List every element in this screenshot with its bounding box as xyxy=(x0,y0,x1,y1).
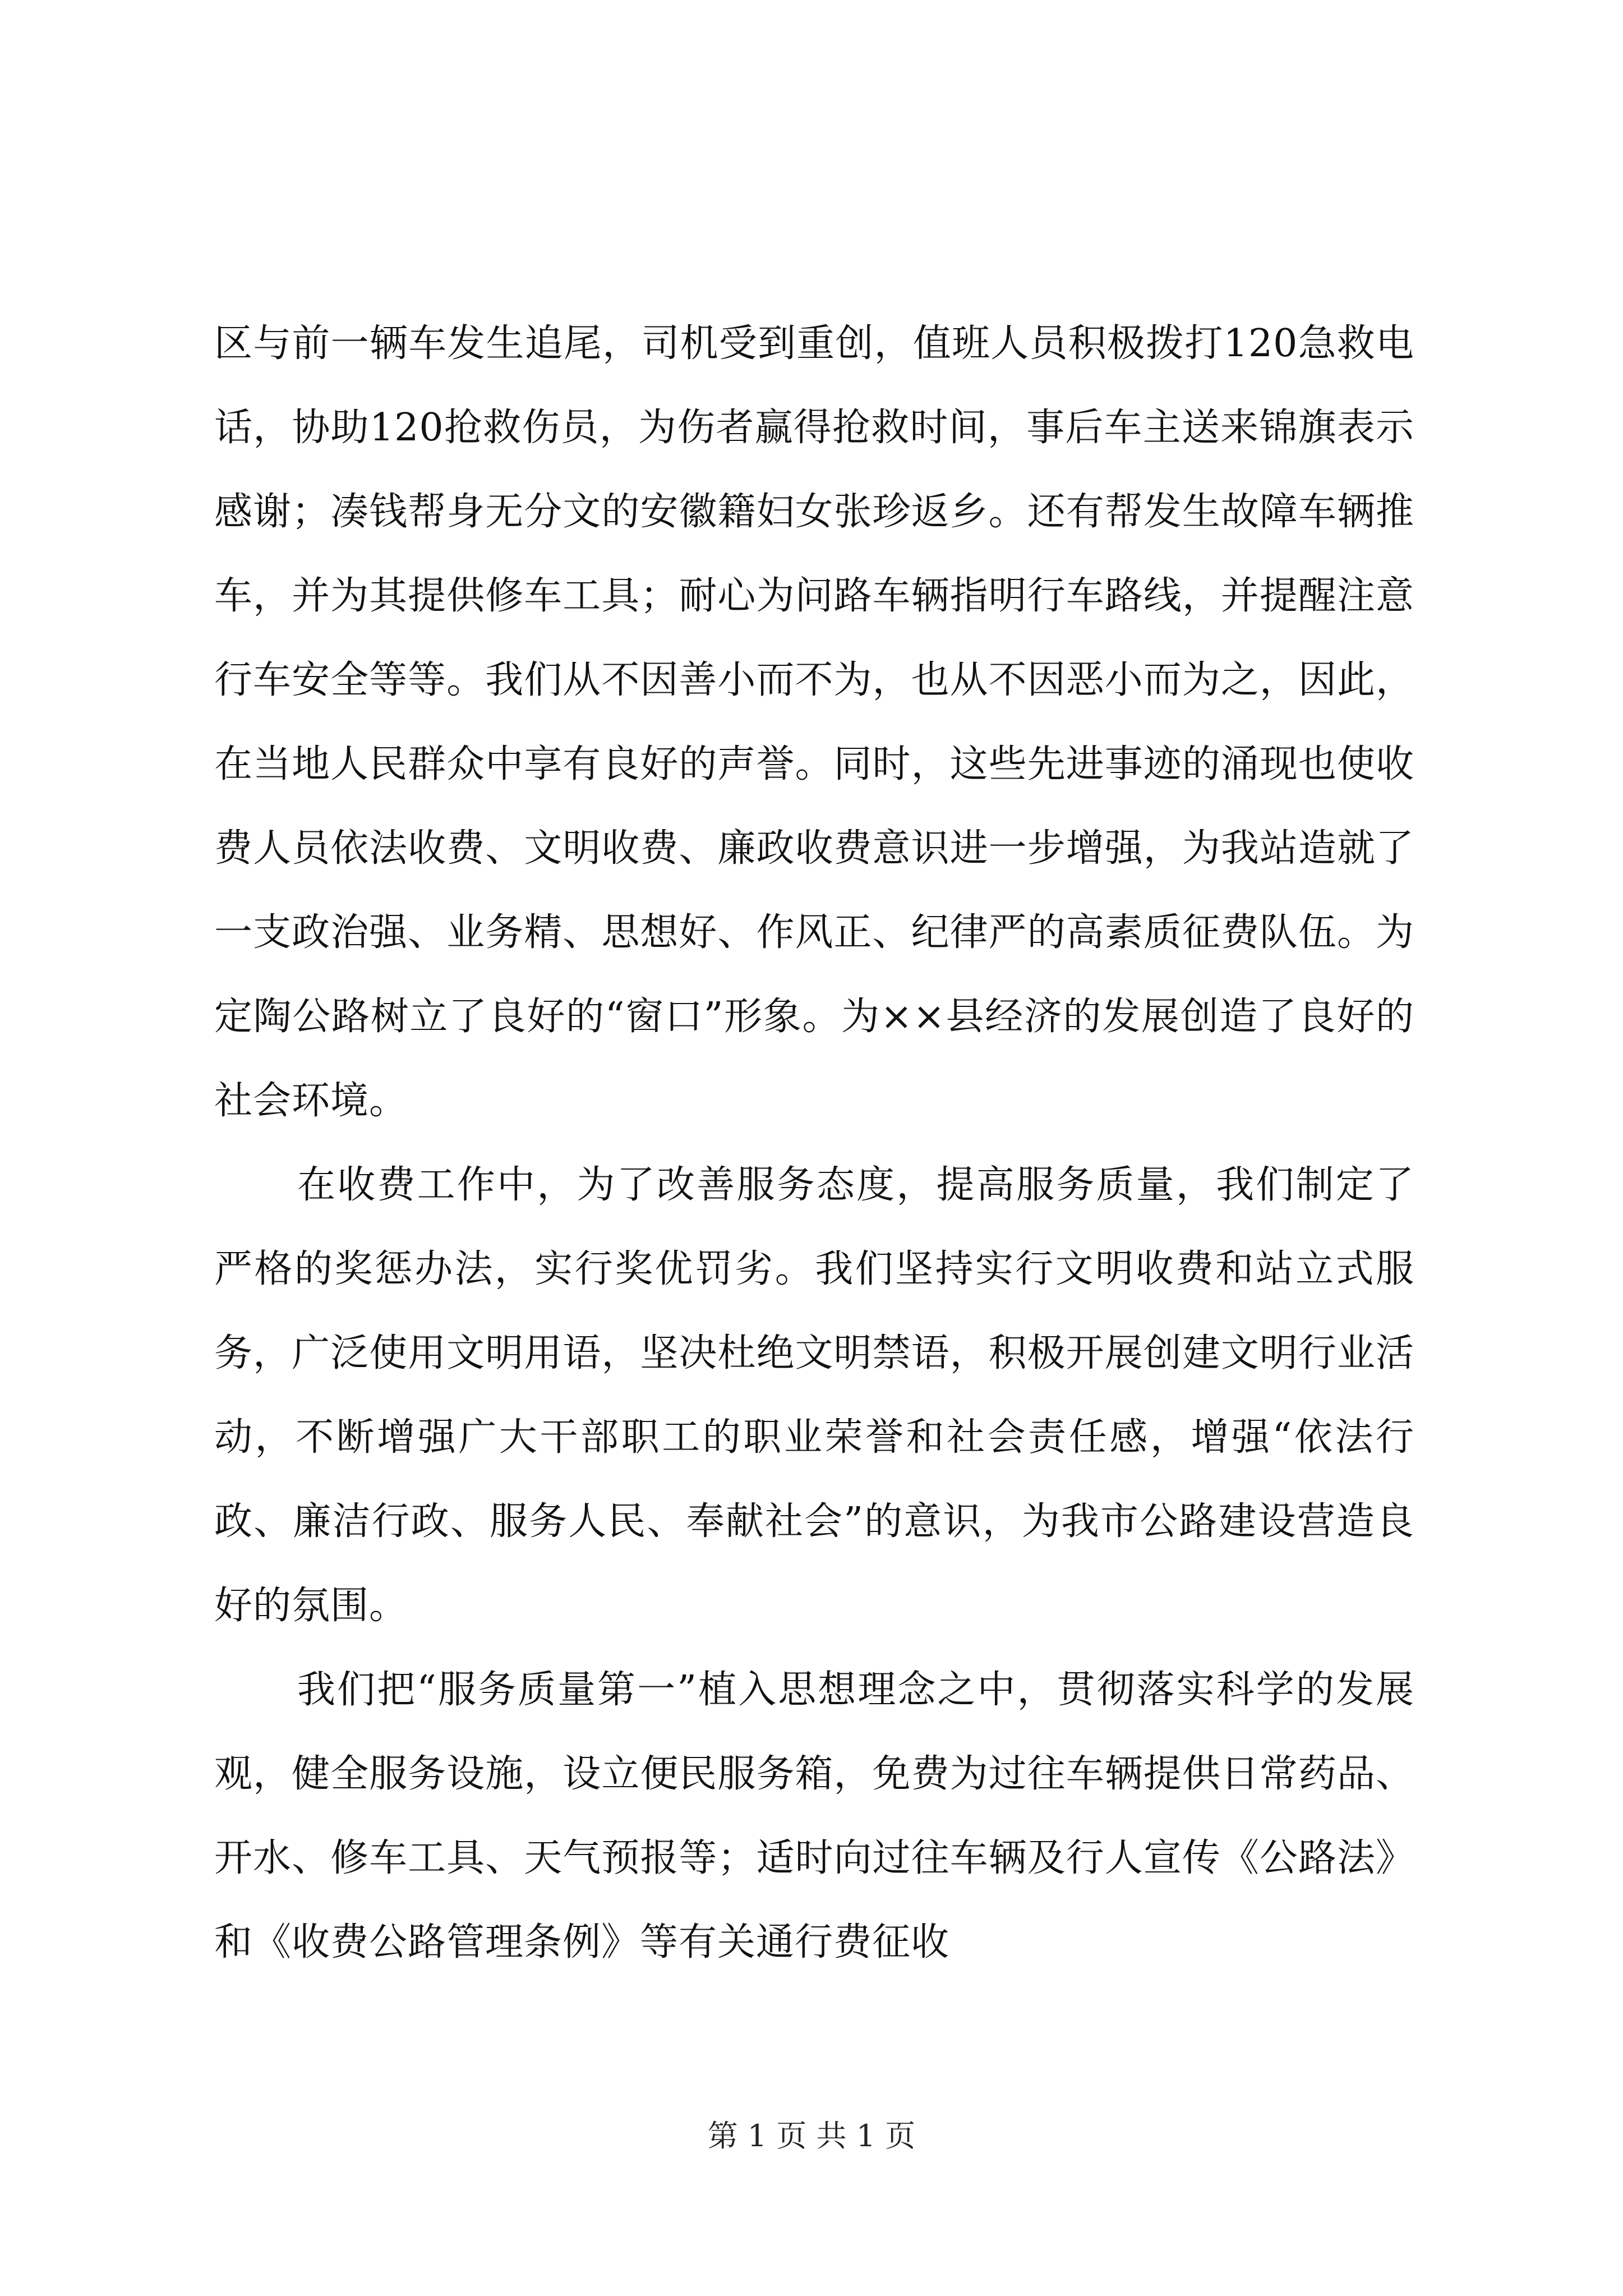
paragraph-3: 我们把“服务质量第一”植入思想理念之中，贯彻落实科学的发展观，健全服务设施，设立便民服务箱，免费为过往车辆提供日常药品、开水、修车工具、天气预报等；适时向过往车辆及行人宣传《公路法》和《收费公路管理条例》等有关通行费征收 xyxy=(214,1668,1414,1964)
paragraph-2: 在收费工作中，为了改善服务态度，提高服务质量，我们制定了严格的奖惩办法，实行奖优罚劣。我们坚持实行文明收费和站立式服务，广泛使用文明用语，坚决杜绝文明禁语，积极开展创建文明行业活动，不断增强广大干部职工的职业荣誉和社会责任感，增强“依法行政、廉洁行政、服务人民、奉献社会”的意识，为我市公路建设营造良好的氛围。 xyxy=(214,1163,1414,1628)
paragraph-1: 区与前一辆车发生追尾，司机受到重创，值班人员积极拨打120急救电话，协助120抢救伤员，为伤者赢得抢救时间，事后车主送来锦旗表示感谢；凑钱帮身无分文的安徽籍妇女张珍返乡。还有帮发生故障车辆推车，并为其提供修车工具；耐心为问路车辆指明行车路线，并提醒注意行车安全等等。我们从不因善小而不为，也从不因恶小而为之，因此，在当地人民群众中享有良好的声誉。同时，这些先进事迹的涌现也使收费人员依法收费、文明收费、廉政收费意识进一步增强，为我站造就了一支政治强、业务精、思想好、作风正、纪律严的高素质征费队伍。为定陶公路树立了良好的“窗口”形象。为××县经济的发展创造了良好的社会环境。 xyxy=(214,321,1414,1123)
page-number-footer: 第 1 页 共 1 页 xyxy=(707,2118,916,2154)
document-body xyxy=(214,302,1414,1985)
